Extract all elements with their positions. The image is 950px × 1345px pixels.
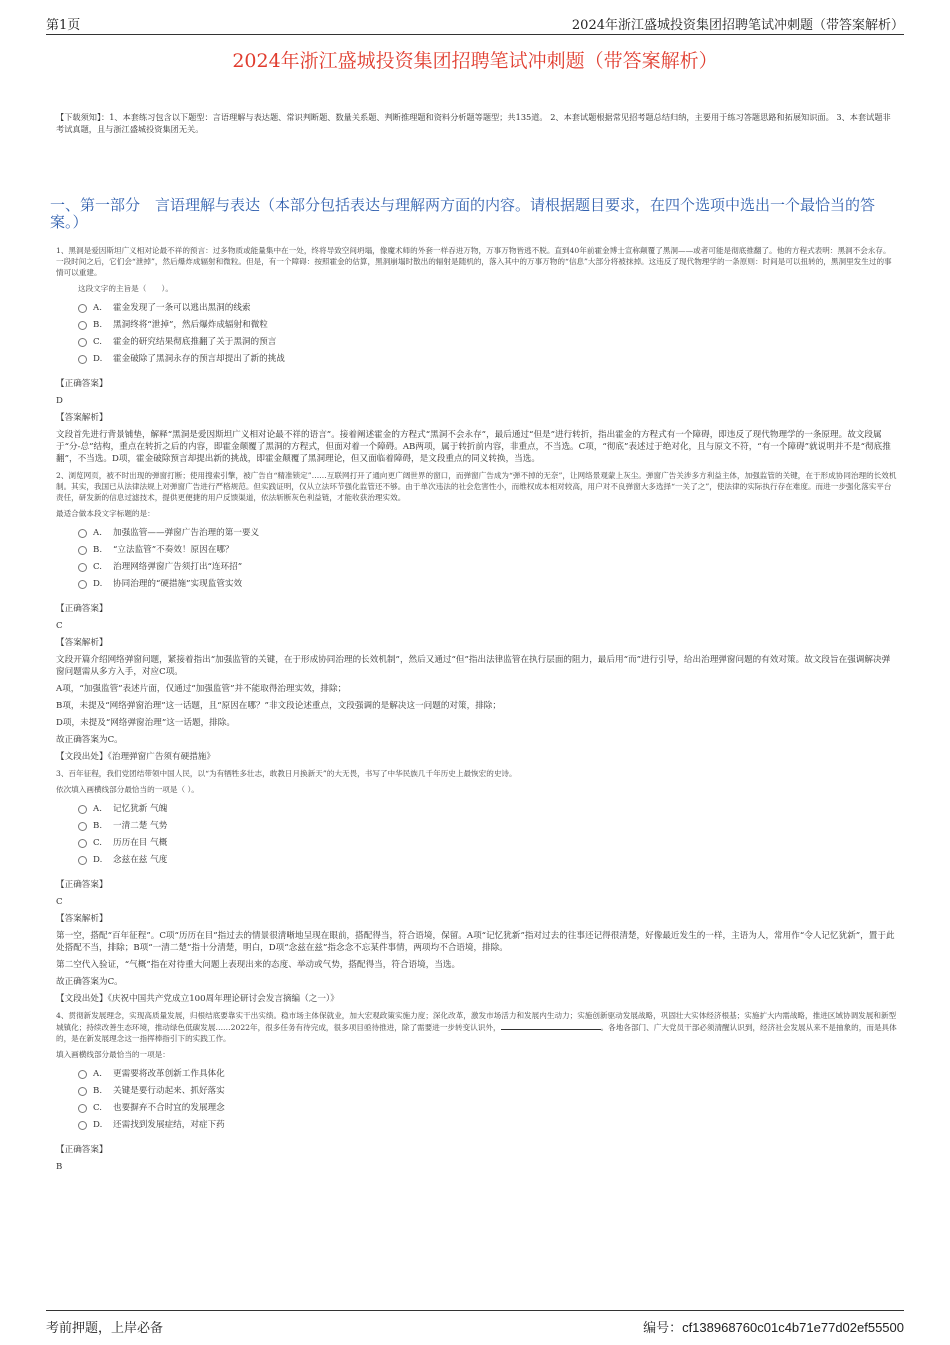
page-number: 第1页 (46, 18, 81, 33)
option-a[interactable]: A. 记忆犹新 气魄 (78, 801, 898, 818)
options-list (78, 801, 898, 869)
option-d[interactable]: D. 霍金破除了黑洞永存的预言却提出了新的挑战 (78, 351, 898, 368)
footer-slogan: 考前押题，上岸必备 (46, 1321, 164, 1336)
explanation-text: 文段开篇介绍网络弹窗问题，紧接着指出“加强监管的关键，在于形成协同治理的长效机制”，然后又通过“但”指出法律监管在执行层面的阻力，最后用“而”进行引导，给出治理弹窗问题的有效对策。故文段旨在强调解决弹窗问题需从多方入手，对应C项。 (56, 655, 891, 677)
radio-icon[interactable] (78, 1087, 87, 1096)
option-a[interactable]: A. 霍金发现了一条可以逃出黑洞的线索 (78, 300, 898, 317)
question-text: 3、百年征程，我们党团结带领中国人民，以“为有牺牲多壮志，敢教日月换新天”的大无畏，书写了中华民族几千年历史上最恢宏的史诗。 (56, 769, 517, 778)
source-text: 【文段出处】《治理弹窗广告须有硬措施》 (56, 752, 215, 762)
explanation-text: 第二空代入验证，“气概”指在对待重大问题上表现出来的态度、举动或气势，搭配得当，符合语境，当选。 (56, 960, 461, 970)
page-header (46, 12, 904, 35)
explanation-label: 【答案解析】 (56, 413, 108, 423)
explanation-text: 故正确答案为C。 (56, 735, 123, 745)
option-c[interactable]: C. 治理网络弹窗广告须打出“连环招” (78, 559, 898, 576)
question-stem: 这段文字的主旨是（ ）。 (78, 284, 173, 293)
option-c[interactable]: C. 霍金的研究结果彻底推翻了关于黑洞的预言 (78, 334, 898, 351)
radio-icon[interactable] (78, 1104, 87, 1113)
radio-icon[interactable] (78, 805, 87, 814)
page-footer (46, 1310, 904, 1335)
header-title: 2024年浙江盛城投资集团招聘笔试冲刺题（带答案解析） (571, 18, 904, 33)
explanation-label: 【答案解析】 (56, 914, 108, 924)
question-stem: 填入画横线部分最恰当的一项是： (56, 1050, 170, 1059)
option-b[interactable]: B. 一清二楚 气势 (78, 818, 898, 835)
radio-icon[interactable] (78, 839, 87, 848)
option-a[interactable]: A. 加强监管——弹窗广告治理的第一要义 (78, 525, 898, 542)
option-d[interactable]: D. 念兹在兹 气度 (78, 852, 898, 869)
explanation-label: 【答案解析】 (56, 638, 108, 648)
radio-icon[interactable] (78, 580, 87, 589)
radio-icon[interactable] (78, 563, 87, 572)
explanation-text: 文段首先进行背景铺垫，解释“黑洞是爱因斯坦广义相对论最不祥的语言”。接着阐述霍金的方程式“黑洞不会永存”，最后通过“但是”进行转折，指出霍金的方程式有一个障碍，即违反了现代物理学的一条原理。故文段属于“分-总”结构，重点在转折之后的内容，即霍金颠覆了黑洞的方程式，但面对着一个障碍。AB两项，属于转折前内容，非重点，不当选。C项，“彻底”表述过于绝对化，且与原文不符，“有一个障碍”就说明并不是“彻底推翻”，不当选。D项，霍金破除预言却提出新的挑战，即霍金颠覆了黑洞理论，但又面临着障碍，是文段重点的同义转换，当选。 (56, 430, 891, 464)
radio-icon[interactable] (78, 822, 87, 831)
option-c[interactable]: C. 历历在目 气概 (78, 835, 898, 852)
option-d[interactable]: D. 还需找到发展症结，对症下药 (78, 1117, 898, 1134)
radio-icon[interactable] (78, 355, 87, 364)
radio-icon[interactable] (78, 1121, 87, 1130)
answer-label: 【正确答案】 (56, 880, 108, 890)
source-text: 【文段出处】《庆祝中国共产党成立100周年理论研讨会发言摘编（之一）》 (56, 994, 339, 1004)
blank-line (501, 1021, 601, 1030)
explanation-text: A项，“加强监管”表述片面，仅通过“加强监管”并不能取得治理实效，排除； (56, 684, 347, 694)
answer-value: D (56, 396, 63, 406)
answer-value: B (56, 1162, 63, 1172)
options-list (78, 300, 898, 368)
explanation-text: B项，未提及“网络弹窗治理”这一话题，且“原因在哪？”非文段论述重点，文段强调的是解决这一问题的对策，排除； (56, 701, 501, 711)
question-stem: 依次填入画横线部分最恰当的一项是（ ）。 (56, 785, 199, 794)
question-text: 4、贯彻新发展理念，实现高质量发展，归根结底要靠实干出实绩。稳市场主体保就业，加大宏观政策实施力度；深化改革，激发市场活力和发展内生动力；实施创新驱动发展战略，巩固壮大实体经济根基；实施扩大内需战略，推进区域协调发展和新型城镇化；持续改善生态环境，推动绿色低碳发展……2022年，很多任务有待完成，很多项目亟待推进，除了需要进一步转变认识外， 。各地各部门、广大党员干部必须清醒认识到，经济社会发展从来不是抽象的，而是具体的，是在新发展理念这一指挥棒指引下的实践工作。 (56, 1011, 897, 1043)
radio-icon[interactable] (78, 321, 87, 330)
option-d[interactable]: D. 协同治理的“硬措施”实现监管实效 (78, 576, 898, 593)
document-id: 编号：cf138968760c01c4b71e77d02ef55500 (643, 1320, 904, 1335)
option-b[interactable]: B. 关键是要行动起来、抓好落实 (78, 1083, 898, 1100)
radio-icon[interactable] (78, 1070, 87, 1079)
section-heading: 一、第一部分 言语理解与表达（本部分包括表达与理解两方面的内容。请根据题目要求，在四个选项中选出一个最恰当的答案。） (50, 196, 876, 231)
option-a[interactable]: A. 更需要将改革创新工作具体化 (78, 1066, 898, 1083)
radio-icon[interactable] (78, 856, 87, 865)
option-c[interactable]: C. 也要摒弃不合时宜的发展理念 (78, 1100, 898, 1117)
document-body (50, 112, 898, 1178)
radio-icon[interactable] (78, 529, 87, 538)
answer-value: C (56, 621, 63, 631)
question-text: 2、浏览网页，被不时出现的弹窗打断；使用搜索引擎，被广告自“精准锁定”……互联网打开了通向更广阔世界的窗口，而弹窗广告成为“弹不掉的无奈”，让网络景观蒙上灰尘。弹窗广告关涉多方利益主体，加强监管的关键，在于形成协同治理的长效机制。其实，我国已从法律法规上对弹窗广告进行严格规范。但实践证明，仅从立法环节强化监管还不够。由于单次违法的社会危害性小，而维权成本相对较高，用户对不良弹窗大多选择“一关了之”，使法律的实际执行存在难度。而进一步强化落实平台责任，研发新的信息过滤技术，提供更便捷的用户反馈渠道，依法斩断灰色利益链，才能收获治理实效。 (56, 471, 897, 502)
document-title: 2024年浙江盛城投资集团招聘笔试冲刺题（带答案解析） (232, 50, 718, 72)
options-list (78, 1066, 898, 1134)
answer-value: C (56, 897, 63, 907)
answer-label: 【正确答案】 (56, 1145, 108, 1155)
question-stem: 最适合做本段文字标题的是： (56, 509, 155, 518)
radio-icon[interactable] (78, 546, 87, 555)
option-b[interactable]: B. “立法监管”不奏效！原因在哪？ (78, 542, 898, 559)
question-2 (56, 470, 898, 763)
explanation-text: 第一空，搭配“百年征程”。C项“历历在目”指过去的情景很清晰地呈现在眼前，搭配得当，符合语境，保留。A项“记忆犹新”指对过去的往事还记得很清楚，好像最近发生的一样，主语为人，常用作“令人记忆犹新”，置于此处搭配不当，排除；B项“一清二楚”指十分清楚，明白，D项“念兹在兹”指念念不忘某件事情，两项均不合语境，排除。 (56, 931, 895, 953)
radio-icon[interactable] (78, 304, 87, 313)
options-list (78, 525, 898, 593)
radio-icon[interactable] (78, 338, 87, 347)
question-1 (56, 245, 898, 465)
download-notice: 【下载须知】：1、本套练习包含以下题型：言语理解与表达题、常识判断题、数量关系题、判断推理题和资料分析题等题型；共135道。 2、本套试题根据常见招考题总结归纳，主要用于练习答题思路和拓展知识面。 3、本套试题非考试真题，且与浙江盛城投资集团无关。 (56, 112, 891, 134)
answer-label: 【正确答案】 (56, 379, 108, 389)
question-text: 1、黑洞是爱因斯坦广义相对论最不祥的预言：过多物质或能量集中在一处，终将导致空间坍塌，像魔术师的外套一样吞进万物，万事万物皆逃不脱。直到40年前霍金博士宣称颠覆了黑洞——或者可能是彻底推翻了。他的方程式表明：黑洞不会永存。一段时间之后，它们会“泄掉”，然后爆炸成辐射和微粒。但是，有一个障碍：按照霍金的估算，黑洞崩塌时散出的辐射是随机的，落入其中的万事万物的“信息”大部分将被抹掉。这违反了现代物理学的一条原则：时间是可以扭转的，黑洞里发生过的事情可以重建。 (56, 246, 892, 277)
explanation-text: 故正确答案为C。 (56, 977, 123, 987)
answer-label: 【正确答案】 (56, 604, 108, 614)
explanation-text: D项，未提及“网络弹窗治理”这一话题，排除。 (56, 718, 235, 728)
question-4 (56, 1010, 898, 1173)
option-b[interactable]: B. 黑洞终将“泄掉”，然后爆炸成辐射和微粒 (78, 317, 898, 334)
question-3 (56, 768, 898, 1005)
